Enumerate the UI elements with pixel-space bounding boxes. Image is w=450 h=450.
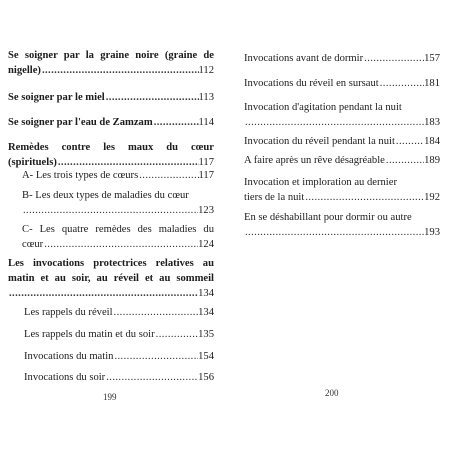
dot-leader	[105, 90, 199, 105]
toc-entry	[24, 305, 214, 320]
dot-leader	[22, 203, 198, 218]
toc-entry	[24, 349, 214, 364]
entry-title: Invocations du matin	[24, 351, 114, 362]
page-number: 193	[424, 227, 440, 238]
page-folio: 199	[103, 392, 117, 402]
entry-title: B- Les deux types de maladies du cœur	[22, 190, 189, 201]
toc-entry	[244, 175, 440, 205]
toc-entry	[8, 256, 214, 301]
toc-entry	[244, 153, 440, 168]
page-number: 117	[198, 157, 214, 168]
dot-leader	[113, 305, 199, 320]
dot-leader	[105, 370, 198, 385]
entry-title: Remèdes contre les maux du cœur	[8, 142, 214, 153]
entry-title-cont: nigelle)	[8, 65, 41, 76]
page-number: 123	[198, 205, 214, 216]
entry-title: Se soigner par le miel	[8, 92, 105, 103]
toc-entry	[22, 188, 214, 218]
page-number: 192	[424, 192, 440, 203]
page-number: 157	[424, 53, 440, 64]
dot-leader	[395, 134, 424, 149]
toc-entry	[24, 327, 214, 342]
entry-title: Les rappels du réveil	[24, 307, 113, 318]
entry-title: Invocations avant de dormir	[244, 53, 364, 64]
entry-title: Invocation du réveil pendant la nuit	[244, 136, 395, 147]
entry-title: Se soigner par la graine noire (graine de	[8, 50, 214, 61]
dot-leader	[153, 115, 199, 130]
entry-title-cont: tiers de la nuit	[244, 192, 305, 203]
toc-entry	[24, 370, 214, 385]
dot-leader	[8, 286, 198, 301]
toc-entry	[244, 134, 440, 149]
toc-entry	[8, 115, 214, 130]
entry-title: A faire après un rêve désagréable	[244, 155, 385, 166]
dot-leader	[244, 225, 424, 240]
page-number: 134	[198, 288, 214, 299]
page-number: 184	[424, 136, 440, 147]
dot-leader	[244, 115, 424, 130]
toc-entry	[22, 168, 214, 183]
dot-leader	[41, 63, 199, 78]
toc-entry	[244, 76, 440, 91]
page-number: 181	[424, 78, 440, 89]
entry-title-cont: (spirituels)	[8, 157, 57, 168]
toc-entry	[8, 48, 214, 78]
page-number: 114	[198, 117, 214, 128]
dot-leader	[304, 190, 424, 205]
dot-leader	[155, 327, 198, 342]
dot-leader	[363, 51, 424, 66]
entry-title: Invocation et imploration au dernier	[244, 177, 397, 188]
dot-leader	[113, 349, 198, 364]
entry-title: C- Les quatre remèdes des maladies du	[22, 224, 214, 235]
toc-entry	[8, 90, 214, 105]
entry-title-cont: cœur	[22, 239, 44, 250]
page-number: 154	[198, 351, 214, 362]
toc-entry	[244, 210, 440, 240]
entry-title: Se soigner par l'eau de Zamzam	[8, 117, 153, 128]
page-number: 117	[198, 170, 214, 181]
dot-leader	[379, 76, 424, 91]
page-number: 134	[198, 307, 214, 318]
entry-title: Les rappels du matin et du soir	[24, 329, 155, 340]
entry-title: Les invocations protectrices relatives au	[8, 258, 214, 269]
entry-title: En se déshabillant pour dormir ou autre	[244, 212, 412, 223]
page-number: 124	[198, 239, 214, 250]
toc-entry	[244, 51, 440, 66]
toc-entry	[8, 140, 214, 170]
dot-leader	[385, 153, 424, 168]
page-folio: 200	[325, 388, 339, 398]
toc-entry	[22, 222, 214, 252]
page-number: 183	[424, 117, 440, 128]
entry-title-cont: matin et au soir, au réveil et au sommeil	[8, 273, 214, 284]
entry-title: Invocation d'agitation pendant la nuit	[244, 102, 402, 113]
page-number: 113	[198, 92, 214, 103]
page-number: 135	[198, 329, 214, 340]
entry-title: Invocations du réveil en sursaut	[244, 78, 379, 89]
entry-title: Invocations du soir	[24, 372, 106, 383]
toc-entry	[244, 100, 440, 130]
page-number: 189	[424, 155, 440, 166]
dot-leader	[43, 237, 198, 252]
entry-title: A- Les trois types de cœurs	[22, 170, 139, 181]
page-number: 112	[198, 65, 214, 76]
dot-leader	[138, 168, 198, 183]
page-number: 156	[198, 372, 214, 383]
